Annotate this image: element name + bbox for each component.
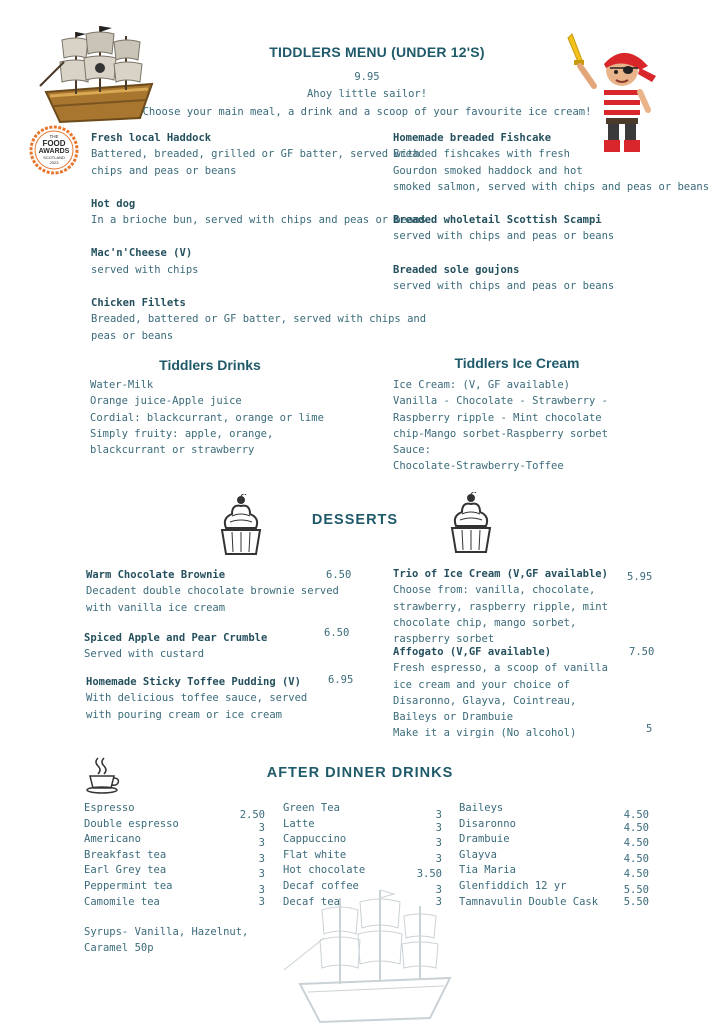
item-name: Mac'n'Cheese (V) bbox=[91, 247, 193, 260]
item-desc-line: ice cream and your choice of bbox=[393, 678, 571, 691]
drink-name: Tamnavulin Double Cask bbox=[459, 895, 599, 908]
item-name: Breaded wholetail Scottish Scampi bbox=[393, 214, 602, 227]
drink-name: Decaf coffee bbox=[283, 879, 359, 892]
drink-name: Glayva bbox=[459, 848, 497, 861]
mains-right-list bbox=[393, 130, 710, 294]
drink-name: Breakfast tea bbox=[84, 848, 167, 861]
item-name: Spiced Apple and Pear Crumble bbox=[84, 632, 268, 644]
greeting: Ahoy little sailor! bbox=[306, 88, 428, 100]
icecream-line: Chocolate-Strawberry-Toffee bbox=[393, 460, 564, 473]
dessert-item bbox=[84, 625, 374, 663]
list-item bbox=[91, 130, 420, 179]
drink-name: Earl Grey tea bbox=[84, 864, 167, 877]
drink-price: 5.50 bbox=[623, 895, 649, 908]
drink-name: Tia Maria bbox=[459, 864, 516, 877]
instruction: Choose your main meal, a drink and a scoop of your favourite ice cream! bbox=[142, 106, 592, 118]
item-desc-line: Gourdon smoked haddock and hot bbox=[393, 164, 583, 177]
item-name: Affogato (V,GF available) bbox=[393, 646, 552, 658]
item-price: 6.95 bbox=[328, 674, 354, 686]
drink-name: Baileys bbox=[459, 802, 504, 814]
drinks-col-3 bbox=[459, 800, 649, 909]
drink-price: 3 bbox=[258, 821, 265, 834]
dessert-item bbox=[393, 644, 673, 742]
table-row bbox=[459, 831, 649, 850]
syrups-line: Caramel 50p bbox=[84, 942, 154, 955]
dessert-item bbox=[393, 566, 673, 647]
badge-line: 2023 bbox=[49, 160, 59, 165]
drinks-title: Tiddlers Drinks bbox=[159, 357, 261, 373]
menu-title: TIDDLERS MENU bbox=[269, 44, 387, 60]
drink-price: 4.50 bbox=[623, 852, 649, 865]
table-row bbox=[84, 878, 269, 894]
drink-price: 4.50 bbox=[623, 821, 649, 834]
drink-price: 3 bbox=[435, 895, 442, 908]
table-row bbox=[283, 800, 445, 821]
drink-price: 3 bbox=[258, 868, 265, 881]
drink-name: Disaronno bbox=[459, 817, 516, 830]
food-awards-badge bbox=[29, 125, 79, 175]
drink-line: blackcurrant or strawberry bbox=[90, 444, 255, 457]
icecream-line: Ice Cream: (V, GF available) bbox=[393, 379, 571, 391]
table-row bbox=[84, 800, 269, 821]
item-desc-line: with pouring cream or ice cream bbox=[86, 708, 282, 721]
drink-price: 4.50 bbox=[623, 837, 649, 850]
drink-price: 4.50 bbox=[623, 868, 649, 881]
icecream-title: Tiddlers Ice Cream bbox=[454, 355, 580, 371]
list-item bbox=[393, 212, 693, 245]
item-desc-line: raspberry sorbet bbox=[393, 633, 495, 646]
dessert-item bbox=[86, 567, 376, 616]
table-row bbox=[459, 862, 649, 881]
badge-line: THE bbox=[49, 134, 59, 139]
table-row bbox=[459, 816, 649, 832]
after-dinner-title: AFTER DINNER DRINKS bbox=[266, 765, 454, 781]
item-desc-line: Decadent double chocolate brownie served bbox=[86, 585, 339, 598]
badge-line: FOOD bbox=[42, 139, 66, 148]
coffee-cup-icon bbox=[86, 756, 120, 794]
drink-line: Orange juice-Apple juice bbox=[90, 395, 242, 408]
drink-price: 3 bbox=[435, 883, 442, 896]
icecream-line: Sauce: bbox=[393, 444, 431, 457]
item-desc-line: Battered, breaded, grilled or GF batter, served with bbox=[91, 148, 420, 161]
menu-subtitle: (UNDER 12'S) bbox=[391, 44, 485, 60]
table-row bbox=[459, 847, 649, 863]
item-name: Hot dog bbox=[91, 197, 136, 210]
drink-name: Flat white bbox=[283, 848, 347, 861]
item-desc-line: chips and peas or beans bbox=[91, 164, 237, 177]
item-name: Warm Chocolate Brownie bbox=[86, 569, 226, 581]
item-desc-line: strawberry, raspberry ripple, mint bbox=[393, 600, 608, 613]
list-item bbox=[91, 196, 427, 229]
badge-line: SCOTLAND bbox=[43, 155, 65, 160]
table-row bbox=[84, 862, 269, 881]
drinks-col-1 bbox=[84, 800, 269, 909]
item-name: Homemade Sticky Toffee Pudding (V) bbox=[86, 676, 301, 688]
item-price: 5.95 bbox=[627, 571, 653, 583]
syrups-note bbox=[84, 924, 284, 957]
badge-line: AWARDS bbox=[38, 148, 70, 155]
drink-price: 3 bbox=[258, 837, 265, 850]
drink-name: Peppermint tea bbox=[84, 879, 173, 892]
drink-line: Cordial: blackcurrant, orange or lime bbox=[90, 411, 324, 424]
item-desc-line: With delicious toffee sauce, served bbox=[86, 692, 308, 705]
list-item bbox=[393, 262, 693, 295]
item-name: Homemade breaded Fishcake bbox=[393, 132, 552, 144]
desserts-title: DESSERTS bbox=[311, 512, 399, 528]
table-row bbox=[283, 862, 445, 881]
kids-price: 9.95 bbox=[354, 71, 380, 83]
drink-price: 3 bbox=[435, 852, 442, 865]
drink-name: Latte bbox=[283, 817, 315, 830]
item-desc-line: Disaronno, Glayva, Cointreau, bbox=[393, 694, 577, 707]
drink-price: 3 bbox=[258, 883, 265, 896]
drink-name: Double espresso bbox=[84, 817, 179, 830]
drink-line: Simply fruity: apple, orange, bbox=[90, 427, 274, 440]
table-row bbox=[84, 847, 269, 863]
drink-price: 3 bbox=[435, 821, 442, 834]
drink-price: 5.50 bbox=[623, 883, 649, 896]
item-name: Breaded sole goujons bbox=[393, 263, 520, 276]
table-row bbox=[283, 831, 445, 850]
item-desc-line: Choose from: vanilla, chocolate, bbox=[393, 584, 596, 597]
drink-line: Water-Milk bbox=[90, 379, 154, 391]
drink-name: Glenfiddich 12 yr bbox=[459, 879, 567, 892]
item-desc-line: Baileys or Drambuie bbox=[393, 711, 514, 724]
item-desc-line: with vanilla ice cream bbox=[86, 601, 226, 614]
table-row bbox=[459, 800, 649, 821]
drink-name: Drambuie bbox=[459, 833, 510, 846]
drink-price: 3 bbox=[435, 837, 442, 850]
drink-price: 3 bbox=[258, 852, 265, 865]
icecream-line: Raspberry ripple - Mint chocolate bbox=[393, 411, 602, 424]
drink-price: 4.50 bbox=[623, 809, 649, 821]
table-row bbox=[84, 831, 269, 850]
virgin-option: Make it a virgin (No alcohol) bbox=[393, 727, 577, 740]
icecream-list bbox=[393, 377, 693, 475]
item-desc-line: served with chips and peas or beans bbox=[393, 230, 615, 243]
item-price: 6.50 bbox=[324, 627, 350, 639]
mains-left-list bbox=[91, 130, 427, 344]
item-desc-line: peas or beans bbox=[91, 329, 174, 342]
item-price: 6.50 bbox=[326, 569, 352, 581]
item-name: Chicken Fillets bbox=[91, 297, 186, 310]
item-name: Fresh local Haddock bbox=[91, 132, 212, 144]
table-row bbox=[283, 816, 445, 832]
drinks-list bbox=[90, 377, 370, 458]
item-desc-line: Breaded, battered or GF batter, served with chips and bbox=[91, 313, 427, 326]
item-desc-line: Fresh espresso, a scoop of vanilla bbox=[393, 662, 608, 675]
item-desc-line: chocolate chip, mango sorbet, bbox=[393, 616, 577, 629]
list-item bbox=[91, 295, 427, 344]
item-price: 5 bbox=[646, 723, 653, 736]
table-row bbox=[459, 894, 649, 910]
drink-name: Decaf tea bbox=[283, 895, 340, 908]
item-desc-line: smoked salmon, served with chips and peas or beans bbox=[393, 180, 710, 193]
drink-price: 2.50 bbox=[239, 809, 265, 821]
list-item bbox=[393, 130, 710, 195]
drink-name: Green Tea bbox=[283, 802, 340, 814]
item-desc-line: served with chips and peas or beans bbox=[393, 280, 615, 293]
item-desc-line: Breaded fishcakes with fresh bbox=[393, 148, 571, 161]
item-desc-line: Served with custard bbox=[84, 648, 205, 661]
drink-name: Espresso bbox=[84, 802, 135, 814]
table-row bbox=[84, 816, 269, 832]
item-desc-line: served with chips bbox=[91, 263, 199, 276]
drink-name: Americano bbox=[84, 833, 141, 846]
icecream-line: Vanilla - Chocolate - Strawberry - bbox=[393, 395, 608, 408]
drink-name: Camomile tea bbox=[84, 895, 160, 908]
item-price: 7.50 bbox=[629, 646, 655, 658]
drink-price: 3.50 bbox=[416, 868, 442, 881]
ship-sketch-icon bbox=[280, 888, 470, 1024]
table-row bbox=[459, 878, 649, 894]
drink-price: 3 bbox=[435, 809, 442, 821]
item-name: Trio of Ice Cream (V,GF available) bbox=[393, 568, 608, 580]
drink-name: Cappuccino bbox=[283, 833, 347, 846]
list-item bbox=[91, 245, 381, 278]
dessert-item bbox=[86, 672, 376, 723]
syrups-line: Syrups- Vanilla, Hazelnut, bbox=[84, 926, 249, 938]
icecream-line: chip-Mango sorbet-Raspberry sorbet bbox=[393, 427, 608, 440]
table-row bbox=[283, 847, 445, 863]
drink-price: 3 bbox=[258, 895, 265, 908]
drink-name: Hot chocolate bbox=[283, 864, 366, 877]
table-row bbox=[84, 894, 269, 910]
menu-title-row bbox=[0, 44, 724, 60]
item-desc-line: In a brioche bun, served with chips and peas or beans bbox=[91, 214, 427, 227]
